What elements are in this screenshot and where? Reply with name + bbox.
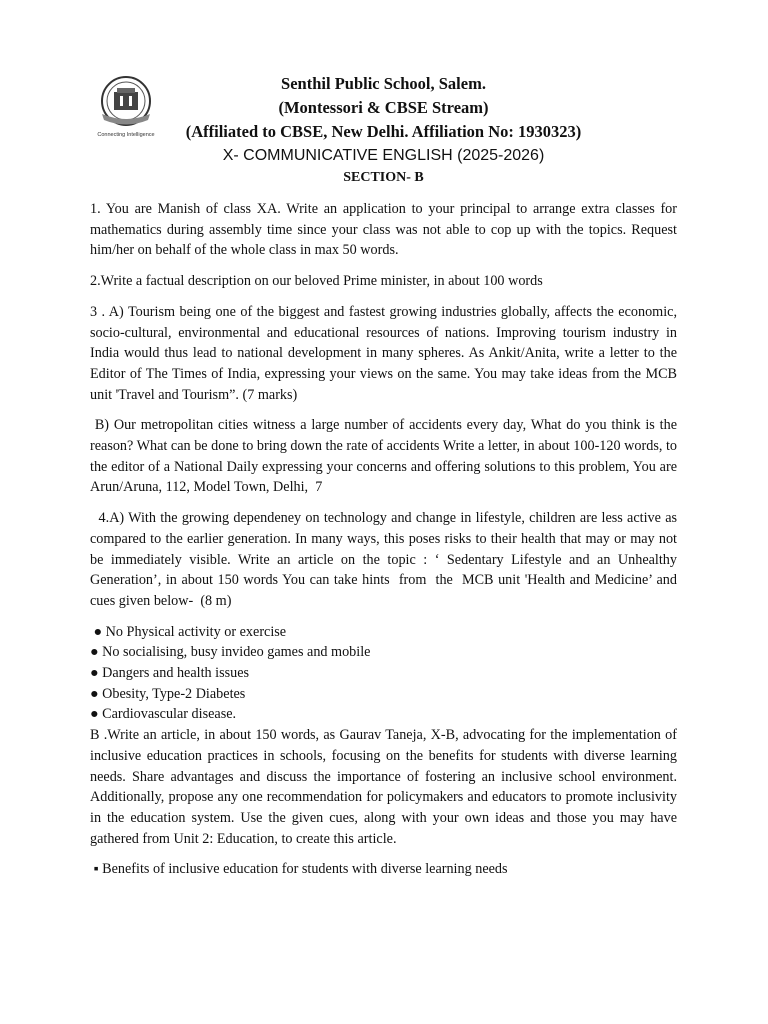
section-title: SECTION- B (343, 170, 424, 185)
list-item: ● Cardiovascular disease. (90, 706, 237, 723)
list-item: ● No Physical activity or exercise (90, 623, 287, 640)
list-item: ● No socialising, busy invideo games and mobile (90, 644, 371, 661)
question-body (90, 199, 681, 880)
logo-tagline: Connecting Intelligence (97, 132, 155, 138)
question-1: 1. You are Manish of class XA. Write an application to your principal to arrange extra classes for mathematics during assembly time since your class was not able to cop up with the topics. Request him/her on behalf of the whole class in max 50 words. (90, 201, 677, 259)
question-4a: 4.A) With the growing dependeney on technology and change in lifestyle, children are less active as compared to the earlier generation. In many ways, this poses risks to their health that may or may not be immediately visible. Write an article on the topic : ‘ Sedentary Lifestyle and an Unhealthy Generation’, in about 150 words You can take hints from the MCB unit 'Health and Medicine’ and cues given below- (8 m) (90, 510, 681, 609)
question-4b: B .Write an article, in about 150 words, as Gaurav Taneja, X-B, advocating for the implementation of inclusive education practices in schools, focusing on the benefits for students with diverse learning needs. Share advantages and discuss the importance of fostering an inclusive school environment. Additionally, propose any one recommendation for policymakers and educators to promote inclusivity in the education system. Use the given cues, along with your own ideas and those you may have gathered from Unit 2: Education, to create this article. (90, 727, 677, 847)
question-4a-cues (90, 622, 677, 726)
list-item: ● Obesity, Type-2 Diabetes (90, 685, 246, 702)
question-3a: 3 . A) Tourism being one of the biggest and fastest growing industries globally, affects the economic, socio-cultural, environmental and educational resources of nations. Improving tourism industry in India would thus lead to national development in many spheres. As Ankit/Anita, write a letter to the Editor of The Times of India, expressing your views on the same. You may take ideas from the MCB unit 'Travel and Tourism”. (7 marks) (90, 303, 677, 403)
question-2: 2.Write a factual description on our beloved Prime minister, in about 100 words (90, 273, 543, 290)
school-affiliation: (Affiliated to CBSE, New Delhi. Affiliation No: 1930323) (185, 122, 582, 141)
list-item: ▪ Benefits of inclusive education for students with diverse learning needs (90, 861, 508, 878)
subject-title: X- COMMUNICATIVE ENGLISH (2025-2026) (222, 147, 545, 164)
document-header (90, 72, 677, 188)
school-name: Senthil Public School, Salem. (281, 74, 486, 93)
list-item: ● Dangers and health issues (90, 665, 250, 682)
school-stream: (Montessori & CBSE Stream) (278, 98, 489, 117)
question-3b: B) Our metropolitan cities witness a large number of accidents every day, What do you think is the reason? What can be done to bring down the rate of accidents Write a letter, in about 100-120 words, to the editor of a National Daily expressing your concerns and offering solutions to this problem, You are Arun/Aruna, 112, Model Town, Delhi, 7 (90, 417, 681, 496)
question-4b-cues (90, 859, 677, 880)
